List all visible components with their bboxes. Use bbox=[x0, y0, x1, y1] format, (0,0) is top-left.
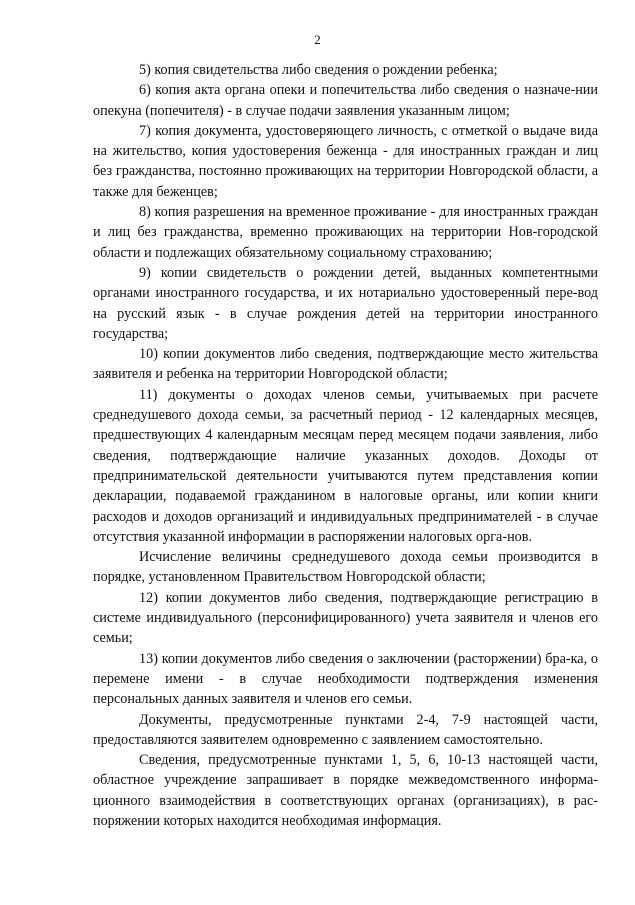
paragraph-item-11: 11) документы о доходах членов семьи, учитываемых при расчете среднедушевого дохода семьи, за расчетный период - 12 календарных месяцев, предшествующих 4 календарным месяцам перед месяцем подачи заявления, либо сведения, подтверждающие наличие указанных доходов. Доходы от предпринимательской деятельности учитываются путем представления копии декларации, подаваемой гражданином в налоговые органы, или копии книги расходов и доходов организаций и индивидуальных предпринимателей - в случае отсутствия указанной информации в распоряжении налоговых орга-нов. bbox=[93, 386, 598, 545]
paragraph-item-12: 12) копии документов либо сведения, подтверждающие регистрацию в системе индивидуального (персонифицированного) учета заявителя и членов его семьи; bbox=[93, 589, 598, 647]
paragraph-item-9: 9) копии свидетельств о рождении детей, выданных компетентными органами иностранного государства, и их нотариально удостоверенный пере-вод на русский язык - в случае рождения детей на территории иностранного государства; bbox=[93, 264, 598, 342]
paragraph-item-13: 13) копии документов либо сведения о заключении (расторжении) бра-ка, о перемене имени - в случае необходимости подтверждения изменения персональных данных заявителя и членов его семьи. bbox=[93, 650, 598, 708]
paragraph-item-6: 6) копия акта органа опеки и попечительства либо сведения о назначе-нии опекуна (попечителя) - в случае подачи заявления указанным лицом; bbox=[93, 82, 598, 119]
paragraph-information-requested: Сведения, предусмотренные пунктами 1, 5, 6, 10-13 настоящей части, областное учреждение запрашивает в порядке межведомственного информа-ционного взаимодействия в соответствующих органах (организациях), в рас-поряжении которых находится необходимая информация. bbox=[93, 752, 598, 829]
paragraph-documents-provided: Документы, предусмотренные пунктами 2-4, 7-9 настоящей части, предоставляются заявителем одновременно с заявлением самостоятельно. bbox=[93, 711, 598, 748]
paragraph-item-10: 10) копии документов либо сведения, подтверждающие место жительства заявителя и ребенка на территории Новгородской области; bbox=[93, 346, 598, 383]
paragraph-item-5: 5) копия свидетельства либо сведения о рождении ребенка; bbox=[139, 62, 498, 78]
paragraph-item-7: 7) копия документа, удостоверяющего личность, с отметкой о выдаче вида на жительство, копия удостоверения беженца - для иностранных граждан и лиц без гражданства, постоянно проживающих на территории Новгородской области, а также для беженцев; bbox=[93, 122, 598, 200]
paragraph-item-8: 8) копия разрешения на временное проживание - для иностранных граждан и лиц без гражданства, временно проживающих на территории Нов-городской области и подлежащих обязательному социальному страхованию; bbox=[93, 204, 598, 261]
document-body bbox=[93, 60, 598, 831]
paragraph-income-calculation: Исчисление величины среднедушевого дохода семьи производится в порядке, установленном Правительством Новгородской области; bbox=[93, 549, 598, 586]
page-number: 2 bbox=[314, 32, 321, 47]
